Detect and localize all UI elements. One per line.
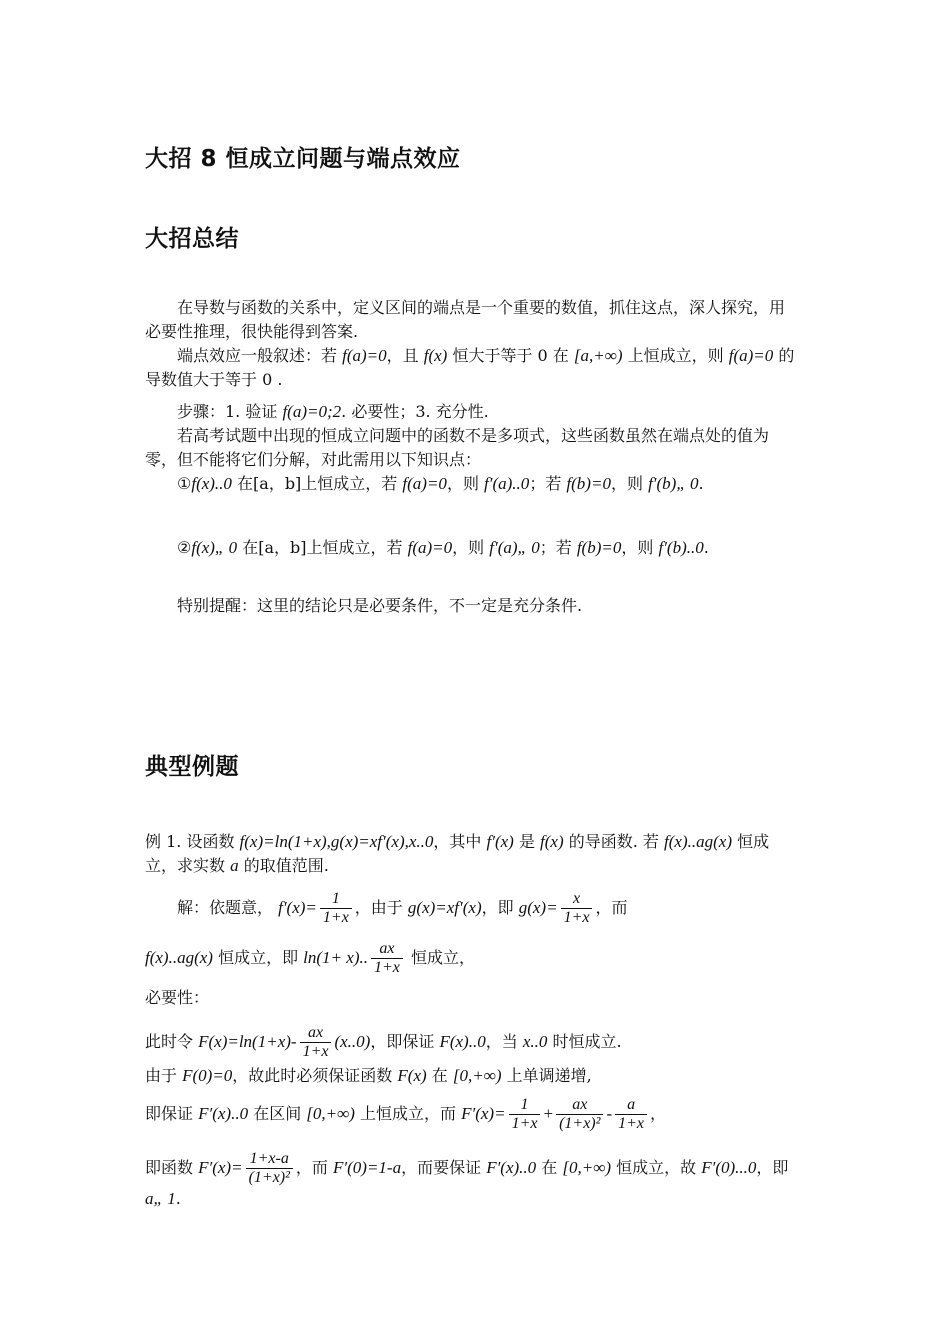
necessity-line-1: 此时令 F(x)=ln(1+x)- $\frac{ax}{1+x}$ (x..0)，即保证 F(x)..0，当 x..0 时恒成立. xyxy=(145,1024,622,1060)
math-expression: f(a)=0 xyxy=(402,474,447,493)
summary-steps: 步骤：1. 验证 f(a)=0;2. 必要性；3. 充分性. xyxy=(177,402,489,421)
math-expression: f′(a)..0 xyxy=(484,474,530,493)
examples-heading: 典型例题 xyxy=(145,754,239,780)
math-expression: f(x)..ag(x) xyxy=(145,948,213,967)
math-expression: g(x)=xf′(x) xyxy=(407,898,482,917)
solution-line-1: 解：依题意， f′(x)= $\frac{1}{1+x}$ ，由于 g(x)=xf′(x)，即 g(x)= $\frac{x}{1+x}$ ，而 xyxy=(177,890,628,926)
math-expression: f(a)=0 xyxy=(728,346,774,365)
math-expression: f(a)=0;2 xyxy=(282,402,342,421)
math-expression: F′(0)=1-a xyxy=(333,1158,402,1177)
math-expression: f′(x)= xyxy=(278,898,317,917)
math-expression: a xyxy=(230,856,239,875)
math-expression: F(x)=ln(1+x)- xyxy=(198,1032,297,1051)
solution-line-2: f(x)..ag(x) 恒成立，即 ln(1+ x).. $\frac{ax}{1+x}$ 恒成立， xyxy=(145,940,475,976)
math-expression: f′(x) xyxy=(486,832,514,851)
fraction: $\frac{1+x-a}{\text{(1+x)²}}$ xyxy=(246,1150,293,1187)
math-expression: [0,+∞) xyxy=(306,1104,355,1123)
math-expression: F(x)..0 xyxy=(439,1032,486,1051)
math-expression: [a,+∞) xyxy=(573,346,623,365)
knowledge-point-2: ②f(x)„ 0 在[a，b]上恒成立，若 f(a)=0，则 f′(a)„ 0；若 f(b)=0，则 f′(b)..0. xyxy=(177,538,709,557)
math-expression: [0,+∞) xyxy=(562,1158,612,1177)
necessity-line-4: 即函数 F′(x)= $\frac{1+x-a}{\text{(1+x)²}}$ ，而 F′(0)=1-a，而要保证 F′(x)..0 在 [0,+∞) 恒成立，故 F′(0)...0，即 a„ 1. xyxy=(145,1150,789,1208)
page-title: 大招 8 恒成立问题与端点效应 xyxy=(145,146,461,172)
math-expression: f(x) xyxy=(423,346,448,365)
math-expression: [0,+∞) xyxy=(452,1066,502,1085)
fraction: $\frac{a}{1+x}$ xyxy=(615,1096,647,1133)
math-expression: a„ 1 xyxy=(145,1189,176,1208)
necessity-line-2: 由于 F(0)=0，故此时必须保证函数 F(x) 在 [0,+∞) 上单调递增, xyxy=(145,1066,592,1085)
fraction: $\frac{1}{1+x}$ xyxy=(509,1096,541,1133)
summary-paragraph-4: 若高考试题中出现的恒成立问题中的函数不是多项式，这些函数虽然在端点处的值为零，但不能将它们分解，对此需用以下知识点： xyxy=(145,426,770,469)
math-expression: F(0)=0 xyxy=(182,1066,233,1085)
math-expression: F(x) xyxy=(397,1066,427,1085)
fraction: $\frac{ax}{1+x}$ xyxy=(371,940,403,977)
math-expression: f(x)..0 xyxy=(191,474,232,493)
math-expression: f(a)=0 xyxy=(342,346,387,365)
math-expression: f(b)=0 xyxy=(576,538,622,557)
math-expression: f′(a)„ 0 xyxy=(489,538,540,557)
math-expression: x..0 xyxy=(522,1032,548,1051)
fraction: $\frac{1}{1+x}$ xyxy=(320,890,352,927)
summary-paragraph-2: 端点效应一般叙述：若 f(a)=0，且 f(x) 恒大于等于 0 在 [a,+∞) 上恒成立，则 f(a)=0 的导数值大于等于 0 . xyxy=(145,346,795,389)
math-expression: f(x)..ag(x) xyxy=(664,832,732,851)
math-expression: f(x) xyxy=(540,832,564,851)
fraction: $\frac{x}{1+x}$ xyxy=(561,890,593,927)
example-1-problem: 例 1. 设函数 f(x)=ln(1+x),g(x)=xf′(x),x..0，其中 f′(x) 是 f(x) 的导函数. 若 f(x)..ag(x) 恒成 立，求实数 a 的取值范围. xyxy=(145,832,770,875)
math-expression: f′(b)..0 xyxy=(658,538,704,557)
math-expression: F′(x)..0 xyxy=(486,1158,537,1177)
math-expression: f(b)=0 xyxy=(566,474,611,493)
necessity-label: 必要性： xyxy=(145,988,210,1007)
math-expression: F′(x)..0 xyxy=(198,1104,249,1123)
math-expression: ln(1+ x).. xyxy=(303,948,368,967)
necessity-line-3: 即保证 F′(x)..0 在区间 [0,+∞) 上恒成立，而 F′(x)= $\frac{1}{1+x}$ + $\frac{ax}{\text{(1+x)²}}$ - $\frac{a}{1+x}$ ， xyxy=(145,1096,667,1132)
math-expression: f(x)„ 0 xyxy=(191,538,238,557)
fraction: $\frac{ax}{\text{(1+x)²}}$ xyxy=(556,1096,603,1133)
summary-heading: 大招总结 xyxy=(145,226,239,252)
math-expression: F′(x)= xyxy=(461,1104,506,1123)
math-expression: f(x)=ln(1+x),g(x)=xf′(x),x..0 xyxy=(239,832,434,851)
math-expression: (x..0) xyxy=(334,1032,371,1051)
math-expression: F′(0)...0 xyxy=(701,1158,757,1177)
knowledge-point-1: ①f(x)..0 在[a，b]上恒成立，若 f(a)=0，则 f′(a)..0；若 f(b)=0，则 f′(b)„ 0. xyxy=(177,474,704,493)
math-expression: f′(b)„ 0 xyxy=(648,474,699,493)
math-expression: f(a)=0 xyxy=(407,538,453,557)
fraction: $\frac{ax}{1+x}$ xyxy=(300,1024,332,1061)
math-expression: F′(x)= xyxy=(198,1158,243,1177)
summary-paragraph-1: 在导数与函数的关系中，定义区间的端点是一个重要的数值，抓住这点，深人探究，用必要性推理，很快能得到答案. xyxy=(145,298,786,341)
special-reminder: 特别提醒：这里的结论只是必要条件，不一定是充分条件. xyxy=(177,596,583,615)
math-expression: g(x)= xyxy=(518,898,558,917)
